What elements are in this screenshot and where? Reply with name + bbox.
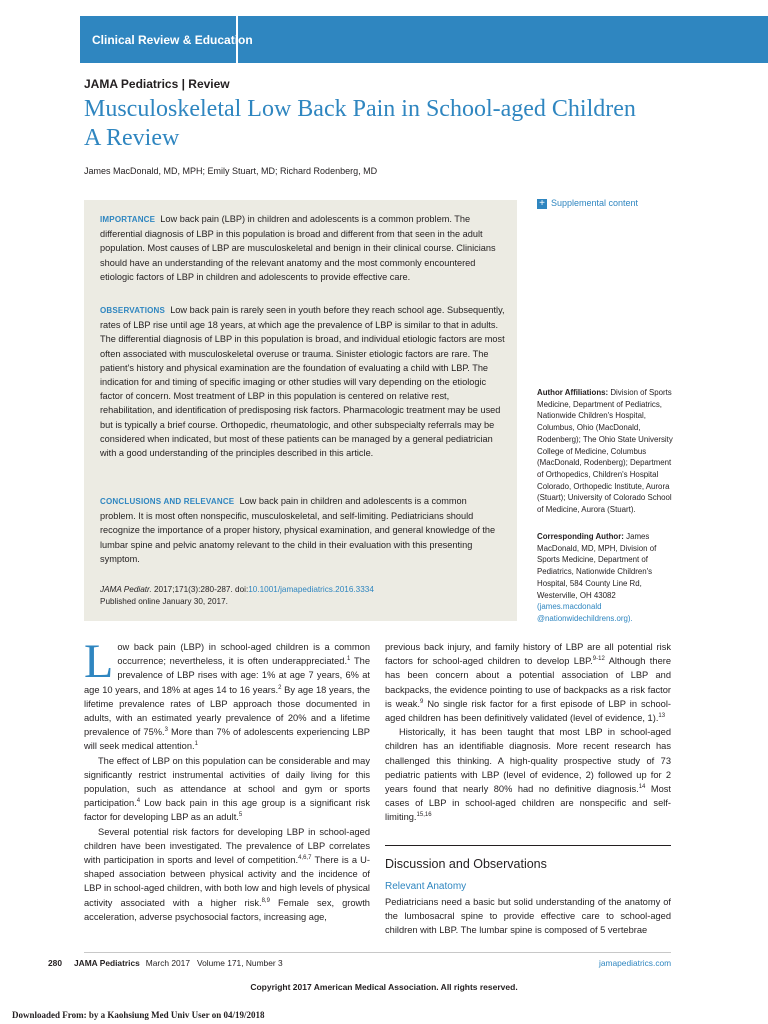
reference-mark: 4 bbox=[136, 798, 141, 805]
footer-divider bbox=[84, 952, 671, 953]
observations-heading: OBSERVATIONS bbox=[100, 306, 166, 315]
reference-mark: 5 bbox=[238, 812, 243, 819]
corresponding-author bbox=[537, 531, 677, 625]
reference-mark: 1 bbox=[347, 656, 351, 663]
title-main: Musculoskeletal Low Back Pain in School-aged Children bbox=[84, 96, 636, 122]
affiliations-text: Division of Sports Medicine, Department of Pediatrics, Nationwide Children's Hospital, Columbus, Ohio (MacDonald, Rodenberg); The Ohio State University College of Medicine, Columbus (MacDonald, Rodenberg); Department of Orthopedics, Children's Hospital Colorado, Orthopedic Institute, Aurora (Stuart); University of Colorado School of Medicine, Aurora (Stuart). bbox=[537, 388, 673, 515]
body-text: Low back pain in this age group is a significant risk factor for developing LBP as an adult. bbox=[84, 798, 370, 823]
body-column-right-continued bbox=[385, 895, 671, 938]
drop-cap: L bbox=[84, 635, 114, 688]
supplemental-label: Supplemental content bbox=[551, 198, 639, 208]
body-text: ow back pain (LBP) in school-aged children is a common occurrence; nevertheless, it is often underappreciated. bbox=[117, 642, 370, 667]
reference-mark: 2 bbox=[278, 684, 282, 691]
section-label: Clinical Review & Education bbox=[92, 33, 253, 47]
reference-mark: 9-12 bbox=[592, 656, 605, 663]
plus-icon: + bbox=[537, 199, 547, 209]
affiliations-label: Author Affiliations: bbox=[537, 388, 609, 397]
reference-mark: 15,16 bbox=[416, 812, 432, 819]
abstract-conclusions bbox=[100, 494, 505, 566]
author-affiliations bbox=[537, 387, 677, 516]
reference-mark: 4,6,7 bbox=[298, 854, 312, 861]
body-paragraph bbox=[385, 640, 671, 725]
importance-heading: IMPORTANCE bbox=[100, 215, 156, 224]
reference-mark: 9 bbox=[420, 698, 424, 705]
reference-mark: 1 bbox=[194, 741, 198, 748]
body-text: The effect of LBP on this population can be considerable and may significantly restrict instrumental activities of daily living for this population, such as attendance at school and gym or sports participation. bbox=[84, 755, 370, 809]
importance-text: Low back pain (LBP) in children and adolescents is a common problem. The differential diagnosis of LBP in this population is broad and different from that seen in the adult population. Most causes of LBP are musculoskeletal and benign in their clinical course. Clinicians should have an understanding of the relevant anatomy and the most commonly encountered etiologic factors of LBP in children and adolescents to provide effective care. bbox=[100, 214, 496, 282]
journal-label: JAMA Pediatrics | Review bbox=[84, 77, 230, 91]
body-text: Historically, it has been taught that most LBP in school-aged children has an identifiable diagnosis. More recent research has challenged this thinking. A high-quality prospective study of 73 pediatric patients with LBP (level of evidence, 2) followed up for 2 years found that nearly 80% had no definitive diagnosis. bbox=[385, 727, 671, 795]
section-divider bbox=[385, 845, 671, 846]
abstract-observations bbox=[100, 303, 505, 460]
observations-text: Low back pain is rarely seen in youth before they reach school age. Subsequently, rates of LBP rise until age 18 years, at which age the prevalence of LBP is similar to that in adults. The differential diagnosis of LBP in this population is broad, and individual etiologic factors are most often associated with musculoskeletal overuse or trauma. Sinister etiologic factors are rare. The patient's history and physical examination are the foundation of evaluating a child with LBP. The indication for and timing of specific imaging or other studies will vary depending on the etiologic factor of concern. Most treatment of LBP in this population is centered on relative rest, rehabilitation, and identification of predisposing risk factors. Pharmacologic treatment may be used but is typically a brief course. Orthopedic, rheumatologic, and other subspecialty referrals may be considered when indicated, but most of these patients can be managed by a general pediatrician with a good understanding of the principles described in this article. bbox=[100, 305, 505, 459]
conclusions-text: Low back pain in children and adolescents is a common problem. It is most often nonspecific, musculoskeletal, and self-limiting. Pediatricians should recognize the importance of a proper history, physical examination, and general knowledge of the lumbar spine and pelvic anatomy relevant to the child in their evaluation with this presenting symptom. bbox=[100, 496, 496, 564]
download-stamp: Downloaded From: by a Kaohsiung Med Univ User on 04/19/2018 bbox=[12, 1010, 265, 1020]
citation-journal: JAMA Pediatr. bbox=[100, 585, 152, 594]
reference-mark: 14 bbox=[638, 783, 646, 790]
running-footer bbox=[48, 958, 283, 968]
body-text: By age 18 years, the lifetime prevalence rates of LBP approach those documented in adults, with an estimated yearly prevalence of 20% and a lifetime prevalence of 75%. bbox=[84, 684, 370, 738]
author-list: James MacDonald, MD, MPH; Emily Stuart, MD; Richard Rodenberg, MD bbox=[84, 166, 378, 176]
footer-journal: JAMA Pediatrics bbox=[73, 958, 140, 968]
body-text: The prevalence of LBP rises with age: 1% at age 7 years, 6% at age 10 years, and 18% at ages 14 to 16 years. bbox=[84, 656, 370, 695]
body-paragraph bbox=[84, 754, 370, 825]
page-number: 280 bbox=[48, 958, 62, 968]
article-title bbox=[84, 95, 704, 153]
body-column-left bbox=[84, 635, 370, 924]
supplemental-content-link[interactable] bbox=[537, 198, 638, 209]
title-subtitle: A Review bbox=[84, 125, 180, 151]
reference-mark: 3 bbox=[164, 727, 168, 734]
body-text: There is a U-shaped association between physical activity and the incidence of LBP in school-aged children, with both low and high levels of physical activity associated with a higher risk. bbox=[84, 855, 370, 908]
citation bbox=[100, 584, 505, 608]
doi-link[interactable]: 10.1001/jamapediatrics.2016.3334 bbox=[248, 585, 374, 594]
body-text: previous back injury, and family history of LBP are all potential risk factors for school-aged children to develop LBP. bbox=[385, 642, 671, 667]
body-paragraph bbox=[385, 725, 671, 824]
section-heading: Discussion and Observations bbox=[385, 857, 547, 871]
subsection-heading: Relevant Anatomy bbox=[385, 881, 467, 892]
abstract-importance bbox=[100, 212, 505, 284]
body-text: No single risk factor for a first episode of LBP in school-aged children has been definitively validated (level of evidence, 1). bbox=[385, 698, 671, 724]
copyright-notice: Copyright 2017 American Medical Association. All rights reserved. bbox=[250, 982, 518, 992]
body-text: Female sex, growth acceleration, adverse psychosocial factors, increasing age, bbox=[84, 897, 370, 922]
body-text: More than 7% of adolescents experiencing LBP will seek medical attention. bbox=[84, 727, 370, 752]
reference-mark: 8,9 bbox=[261, 897, 270, 904]
citation-ref: 2017;171(3):280-287. doi: bbox=[154, 585, 249, 594]
journal-website-link[interactable]: jamapediatrics.com bbox=[599, 958, 672, 968]
body-text: Several potential risk factors for developing LBP in school-aged children have been investigated. The prevalence of LBP correlates with participation in sports and level of competition. bbox=[84, 826, 370, 866]
corresponding-text: James MacDonald, MD, MPH, Division of Sports Medicine, Department of Pediatrics, Nationwide Children's Hospital, 584 County Line Rd, Westerville, OH 43082 bbox=[537, 532, 657, 600]
abstract-box bbox=[84, 200, 517, 621]
conclusions-heading: CONCLUSIONS AND RELEVANCE bbox=[100, 497, 235, 506]
corresponding-label: Corresponding Author: bbox=[537, 532, 624, 541]
body-text: Although there has been concern about a potential association of LBP and backpacks, the evidence pointing to use of backpacks as a risk factor is weak. bbox=[385, 656, 672, 709]
published-date: Published online January 30, 2017. bbox=[100, 597, 228, 606]
body-paragraph bbox=[84, 635, 370, 754]
corresponding-email[interactable]: (james.macdonald @nationwidechildrens.org). bbox=[537, 602, 633, 623]
body-text: Most cases of LBP in school-aged children are nonspecific and self-limiting. bbox=[385, 784, 672, 823]
body-paragraph bbox=[84, 825, 370, 924]
footer-issue: March 2017 Volume 171, Number 3 bbox=[145, 958, 283, 968]
body-column-right bbox=[385, 640, 671, 825]
reference-mark: 13 bbox=[658, 712, 666, 719]
body-paragraph: Pediatricians need a basic but solid understanding of the anatomy of the lumbosacral spine to provide effective care to school-aged children with LBP. The lumbar spine is composed of 5 vertebrae bbox=[385, 897, 671, 936]
